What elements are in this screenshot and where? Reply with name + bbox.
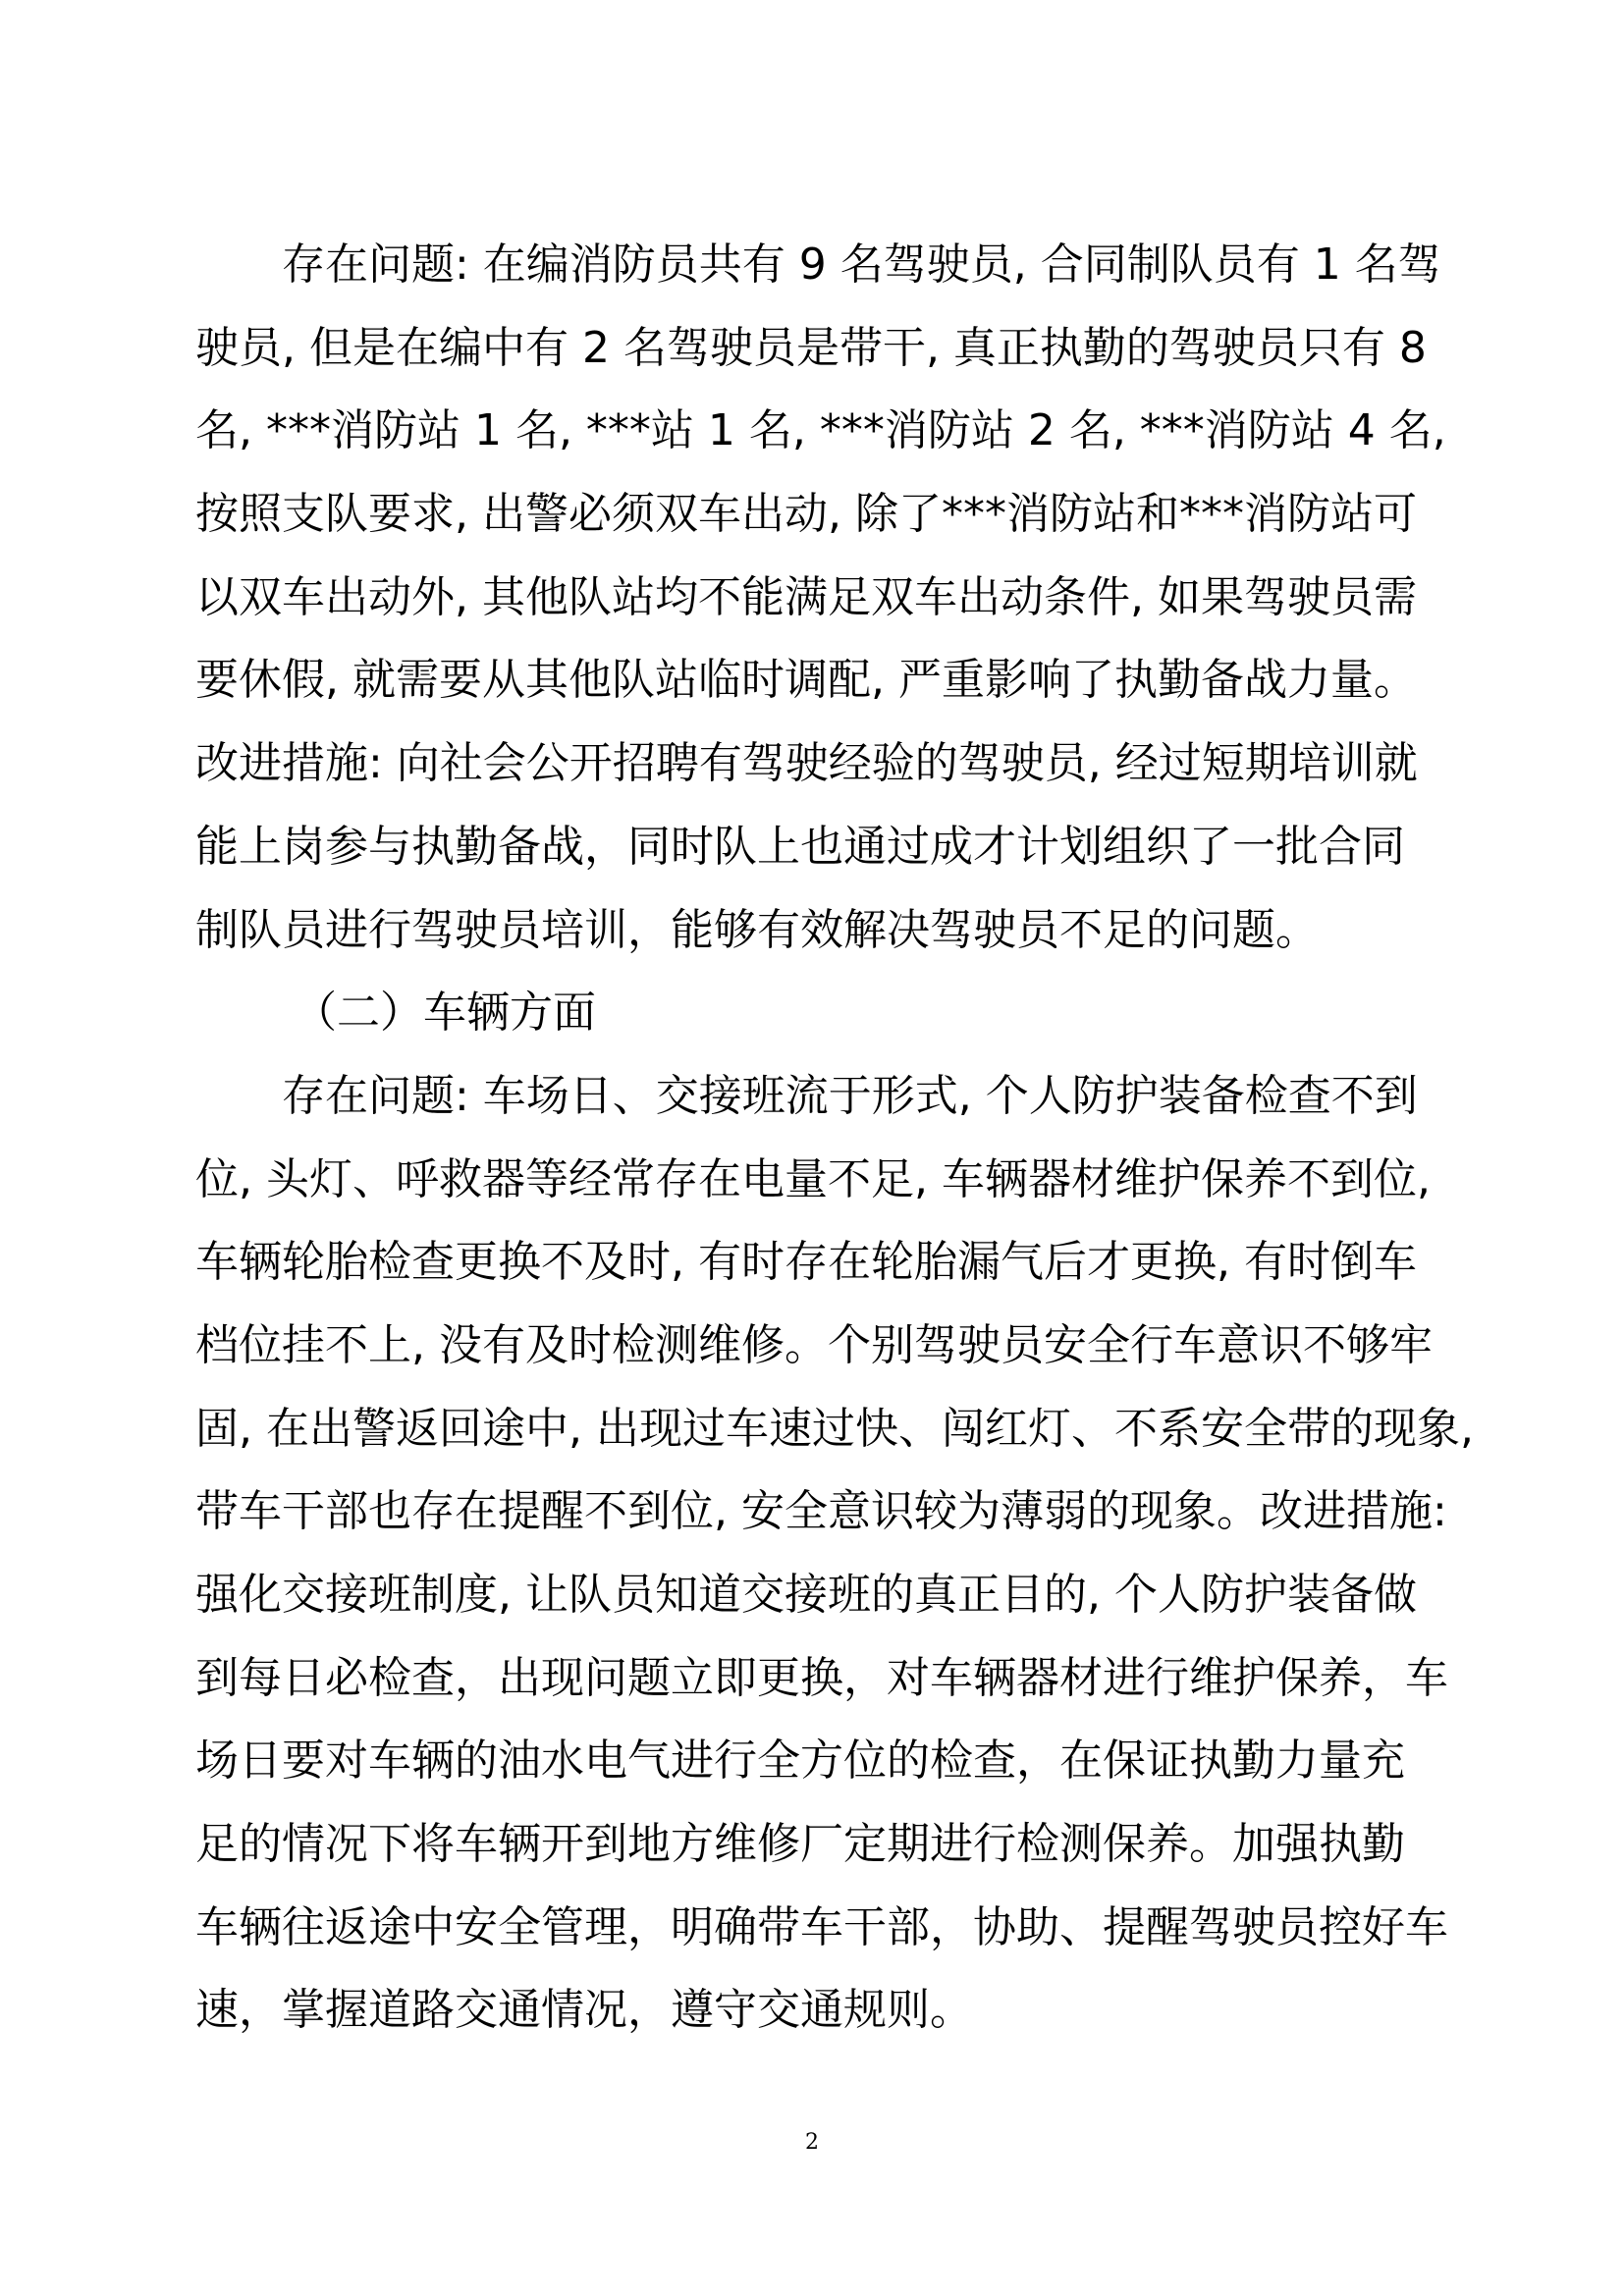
text-line: 要休假, 就需要从其他队站临时调配, 严重影响了执勤备战力量。 [195,655,1417,706]
section-heading: （二）车辆方面 [294,988,596,1039]
text-line: 场日要对车辆的油水电气进行全方位的检查，在保证执勤力量充 [195,1735,1405,1787]
text-line: 速，掌握道路交通情况，遵守交通规则。 [195,1985,973,2036]
text-line: 名, ***消防站 1 名, ***站 1 名, ***消防站 2 名, ***消防站 4 名, [195,405,1446,456]
text-line: 以双车出动外, 其他队站均不能满足双车出动条件, 如果驾驶员需 [195,571,1417,622]
body-text [195,224,1474,2053]
text-line: 车辆轮胎检查更换不及时, 有时存在轮胎漏气后才更换, 有时倒车 [195,1237,1417,1288]
text-line: 存在问题: 在编消防员共有 9 名驾驶员, 合同制队员有 1 名驾 [282,240,1441,290]
text-line: 制队员进行驾驶员培训，能够有效解决驾驶员不足的问题。 [195,904,1319,955]
text-line: 能上岗参与执勤备战，同时队上也通过成才计划组织了一批合同 [195,821,1405,872]
text-line: 固, 在出警返回途中, 出现过车速过快、闯红灯、不系安全带的现象, [195,1403,1474,1454]
page-number: 2 [805,2130,819,2155]
text-line: 带车干部也存在提醒不到位, 安全意识较为薄弱的现象。改进措施: [195,1486,1447,1537]
text-line: 强化交接班制度, 让队员知道交接班的真正目的, 个人防护装备做 [195,1570,1417,1620]
text-line: 按照支队要求, 出警必须双车出动, 除了***消防站和***消防站可 [195,489,1417,540]
text-line: 足的情况下将车辆开到地方维修厂定期进行检测保养。加强执勤 [195,1819,1405,1870]
text-line: 驶员, 但是在编中有 2 名驾驶员是带干, 真正执勤的驾驶员只有 8 [195,322,1427,373]
text-line: 车辆往返途中安全管理，明确带车干部，协助、提醒驾驶员控好车 [195,1901,1448,1952]
text-line: 到每日必检查，出现问题立即更换，对车辆器材进行维护保养，车 [195,1652,1448,1703]
text-line: 改进措施: 向社会公开招聘有驾驶经验的驾驶员, 经过短期培训就 [195,738,1418,789]
text-line: 存在问题: 车场日、交接班流于形式, 个人防护装备检查不到 [282,1070,1418,1121]
text-line: 位, 头灯、呼救器等经常存在电量不足, 车辆器材维护保养不到位, [195,1153,1431,1204]
text-line: 档位挂不上, 没有及时检测维修。个别驾驶员安全行车意识不够牢 [195,1319,1433,1370]
